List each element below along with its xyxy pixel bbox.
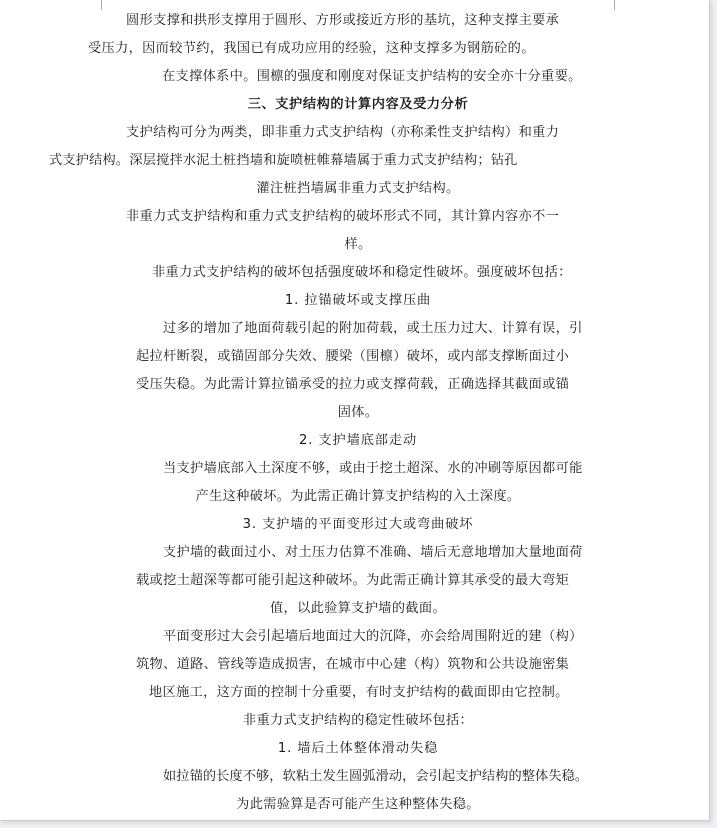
paragraph-line: 非重力式支护结构的破坏包括强度破坏和稳定性破坏。强度破坏包括： <box>152 265 572 280</box>
paragraph-line: 值，以此验算支护墙的截面。 <box>270 601 446 616</box>
paragraph-line: 式支护结构。深层搅拌水泥土桩挡墙和旋喷桩帷幕墙属于重力式支护结构；钻孔 <box>49 153 518 168</box>
paragraph-line: 地区施工，这方面的控制十分重要，有时支护结构的截面即由它控制。 <box>149 685 569 700</box>
paragraph-line: 支护结构可分为两类，即非重力式支护结构（亦称柔性支护结构）和重力 <box>126 125 560 140</box>
paragraph-line: 受压失稳。为此需计算拉锚承受的拉力或支撑荷载，正确选择其截面或锚 <box>136 377 570 392</box>
subheading: 2. 支护墙底部走动 <box>298 433 418 448</box>
section-heading: 三、支护结构的计算内容及受力分析 <box>247 97 469 112</box>
paragraph-line: 筑物、道路、管线等造成损害，在城市中心建（构）筑物和公共设施密集 <box>136 657 570 672</box>
paragraph-line: 起拉杆断裂，或锚固部分失效、腰梁（围檩）破坏，或内部支撑断面过小 <box>136 349 570 364</box>
paragraph-line: 圆形支撑和拱形支撑用于圆形、方形或接近方形的基坑，这种支撑主要承 <box>126 13 560 28</box>
subheading: 1. 墙后土体整体滑动失稳 <box>277 741 439 756</box>
document-body[interactable] <box>49 7 628 819</box>
paragraph-line: 为此需验算是否可能产生这种整体失稳。 <box>236 797 480 812</box>
paragraph-line: 如拉锚的长度不够，软粘土发生圆弧滑动，会引起支护结构的整体失稳。 <box>163 769 589 784</box>
paragraph-line: 灌注桩挡墙属非重力式支护结构。 <box>256 181 460 196</box>
paragraph-line: 非重力式支护结构的稳定性破坏包括： <box>242 713 474 728</box>
paragraph-line: 载或挖土超深等都可能引起这种破坏。为此需正确计算其承受的最大弯矩 <box>136 573 570 588</box>
paragraph-line: 过多的增加了地面荷载引起的附加荷载，或土压力过大、计算有误，引 <box>163 321 583 336</box>
paragraph-line: 受压力，因而较节约，我国已有成功应用的经验，这种支撑多为钢筋砼的。 <box>88 41 535 56</box>
paragraph-line: 当支护墙底部入土深度不够，或由于挖土超深、水的冲刷等原因都可能 <box>163 461 583 476</box>
paragraph-line: 产生这种破坏。为此需正确计算支护结构的入土深度。 <box>195 489 521 504</box>
paragraph-line: 在支撑体系中。围檩的强度和刚度对保证支护结构的安全亦十分重要。 <box>162 69 582 84</box>
paragraph-line: 平面变形过大会引起墙后地面过大的沉降，亦会给周围附近的建（构） <box>163 629 583 644</box>
paragraph-line: 固体。 <box>337 405 379 420</box>
paragraph-line: 样。 <box>344 237 372 252</box>
subheading: 1. 拉锚破坏或支撑压曲 <box>284 293 432 308</box>
paragraph-line: 非重力式支护结构和重力式支护结构的破坏形式不同，其计算内容亦不一 <box>126 209 560 224</box>
paragraph-line: 支护墙的截面过小、对土压力估算不准确、墙后无意地增加大量地面荷 <box>163 545 583 560</box>
subheading: 3. 支护墙的平面变形过大或弯曲破坏 <box>242 517 474 532</box>
